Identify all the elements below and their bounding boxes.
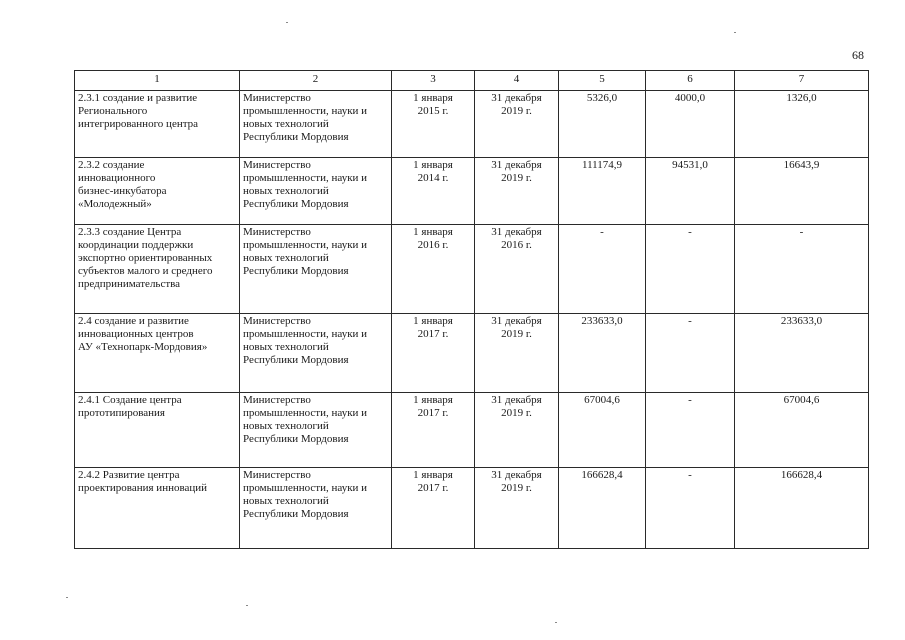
cell-end-line: 31 декабря bbox=[491, 315, 542, 327]
scan-speck bbox=[555, 622, 557, 623]
cell-org-line: Республики Мордовия bbox=[243, 131, 349, 143]
cell-org-line: новых технологий bbox=[243, 341, 329, 353]
scan-speck bbox=[286, 22, 288, 23]
table-row bbox=[75, 468, 869, 549]
header-col-4: 4 bbox=[475, 71, 559, 91]
cell-end-line: 31 декабря bbox=[491, 92, 542, 104]
cell-name bbox=[75, 468, 240, 549]
cell-start-line: 2017 г. bbox=[417, 328, 449, 340]
cell-start bbox=[392, 393, 475, 468]
cell-start-line: 2017 г. bbox=[417, 482, 449, 494]
table-body bbox=[75, 91, 869, 549]
cell-org-line: промышленности, науки и bbox=[243, 407, 368, 419]
cell-name-line: АУ «Технопарк-Мордовия» bbox=[78, 341, 208, 353]
cell-org-line: новых технологий bbox=[243, 118, 329, 130]
cell-name bbox=[75, 158, 240, 225]
cell-end-line: 2019 г. bbox=[501, 407, 532, 419]
cell-name-line: 2.3.2 создание bbox=[78, 159, 145, 171]
cell-c7: 1326,0 bbox=[735, 91, 869, 158]
cell-org bbox=[240, 158, 392, 225]
cell-org bbox=[240, 393, 392, 468]
cell-name bbox=[75, 91, 240, 158]
cell-start bbox=[392, 91, 475, 158]
cell-end-line: 31 декабря bbox=[491, 469, 542, 481]
cell-name-line: Регионального bbox=[78, 105, 148, 117]
cell-org-line: Республики Мордовия bbox=[243, 198, 349, 210]
header-col-6: 6 bbox=[646, 71, 735, 91]
cell-name-line: 2.4.2 Развитие центра bbox=[78, 469, 180, 481]
cell-end bbox=[475, 91, 559, 158]
cell-c5: 5326,0 bbox=[559, 91, 646, 158]
cell-name-line: инновационных центров bbox=[78, 328, 194, 340]
cell-end-line: 2016 г. bbox=[501, 239, 532, 251]
cell-org-line: новых технологий bbox=[243, 185, 329, 197]
cell-c5: 67004,6 bbox=[559, 393, 646, 468]
scan-speck bbox=[66, 597, 68, 598]
header-col-5: 5 bbox=[559, 71, 646, 91]
scan-speck bbox=[246, 605, 248, 606]
cell-org-line: промышленности, науки и bbox=[243, 328, 368, 340]
cell-c6: - bbox=[646, 393, 735, 468]
cell-org-line: Министерство bbox=[243, 394, 311, 406]
cell-start-line: 2015 г. bbox=[417, 105, 449, 117]
cell-org-line: Министерство bbox=[243, 469, 311, 481]
cell-name-line: прототипирования bbox=[78, 407, 165, 419]
cell-start bbox=[392, 468, 475, 549]
cell-org-line: промышленности, науки и bbox=[243, 482, 368, 494]
cell-start-line: 1 января bbox=[413, 226, 453, 238]
cell-org-line: Республики Мордовия bbox=[243, 354, 349, 366]
cell-end bbox=[475, 225, 559, 314]
cell-c7: 67004,6 bbox=[735, 393, 869, 468]
cell-c6: - bbox=[646, 314, 735, 393]
cell-c6: - bbox=[646, 225, 735, 314]
cell-c6: - bbox=[646, 468, 735, 549]
cell-end-line: 2019 г. bbox=[501, 328, 532, 340]
cell-start-line: 2016 г. bbox=[417, 239, 449, 251]
cell-c6: 4000,0 bbox=[646, 91, 735, 158]
cell-name-line: координации поддержки bbox=[78, 239, 194, 251]
cell-name-line: проектирования инноваций bbox=[78, 482, 208, 494]
cell-end-line: 2019 г. bbox=[501, 105, 532, 117]
cell-end-line: 31 декабря bbox=[491, 226, 542, 238]
cell-name-line: предпринимательства bbox=[78, 278, 181, 290]
header-col-2: 2 bbox=[240, 71, 392, 91]
cell-end bbox=[475, 314, 559, 393]
table-row bbox=[75, 314, 869, 393]
page-number: 68 bbox=[852, 48, 864, 62]
header-col-3: 3 bbox=[392, 71, 475, 91]
cell-org-line: промышленности, науки и bbox=[243, 105, 368, 117]
cell-end bbox=[475, 158, 559, 225]
cell-c6: 94531,0 bbox=[646, 158, 735, 225]
cell-org-line: Министерство bbox=[243, 315, 311, 327]
cell-end bbox=[475, 468, 559, 549]
cell-c5: - bbox=[559, 225, 646, 314]
header-col-7: 7 bbox=[735, 71, 869, 91]
cell-org-line: Министерство bbox=[243, 159, 311, 171]
cell-name-line: интегрированного центра bbox=[78, 118, 199, 130]
table-row bbox=[75, 393, 869, 468]
cell-name-line: инновационного bbox=[78, 172, 156, 184]
cell-name-line: 2.3.1 создание и развитие bbox=[78, 92, 198, 104]
cell-end bbox=[475, 393, 559, 468]
cell-end-line: 31 декабря bbox=[491, 159, 542, 171]
cell-org bbox=[240, 468, 392, 549]
cell-start bbox=[392, 158, 475, 225]
cell-org-line: Министерство bbox=[243, 92, 311, 104]
cell-org-line: промышленности, науки и bbox=[243, 239, 368, 251]
cell-name-line: субъектов малого и среднего bbox=[78, 265, 213, 277]
cell-name-line: 2.4 создание и развитие bbox=[78, 315, 189, 327]
cell-name bbox=[75, 225, 240, 314]
header-row bbox=[75, 71, 869, 91]
cell-c7: 166628,4 bbox=[735, 468, 869, 549]
cell-c5: 233633,0 bbox=[559, 314, 646, 393]
cell-org bbox=[240, 314, 392, 393]
cell-start bbox=[392, 314, 475, 393]
cell-org-line: новых технологий bbox=[243, 420, 329, 432]
cell-org-line: Министерство bbox=[243, 226, 311, 238]
cell-name-line: бизнес-инкубатора bbox=[78, 185, 167, 197]
cell-name-line: 2.4.1 Создание центра bbox=[78, 394, 182, 406]
cell-name-line: экспортно ориентированных bbox=[78, 252, 213, 264]
cell-c7: - bbox=[735, 225, 869, 314]
cell-org-line: Республики Мордовия bbox=[243, 508, 349, 520]
cell-c5: 166628,4 bbox=[559, 468, 646, 549]
cell-org bbox=[240, 225, 392, 314]
cell-start-line: 2017 г. bbox=[417, 407, 449, 419]
cell-org-line: новых технологий bbox=[243, 252, 329, 264]
header-col-1: 1 bbox=[75, 71, 240, 91]
cell-name bbox=[75, 393, 240, 468]
cell-c7: 16643,9 bbox=[735, 158, 869, 225]
cell-c7: 233633,0 bbox=[735, 314, 869, 393]
cell-start-line: 1 января bbox=[413, 394, 453, 406]
cell-start-line: 2014 г. bbox=[417, 172, 449, 184]
cell-end-line: 2019 г. bbox=[501, 482, 532, 494]
cell-end-line: 2019 г. bbox=[501, 172, 532, 184]
cell-org-line: новых технологий bbox=[243, 495, 329, 507]
cell-name bbox=[75, 314, 240, 393]
cell-name-line: 2.3.3 создание Центра bbox=[78, 226, 182, 238]
cell-start-line: 1 января bbox=[413, 92, 453, 104]
program-table bbox=[74, 70, 869, 549]
cell-org bbox=[240, 91, 392, 158]
table-row bbox=[75, 91, 869, 158]
cell-end-line: 31 декабря bbox=[491, 394, 542, 406]
cell-name-line: «Молодежный» bbox=[78, 198, 152, 210]
cell-start-line: 1 января bbox=[413, 469, 453, 481]
cell-org-line: Республики Мордовия bbox=[243, 265, 349, 277]
scan-speck bbox=[734, 32, 736, 33]
cell-start-line: 1 января bbox=[413, 315, 453, 327]
cell-org-line: Республики Мордовия bbox=[243, 433, 349, 445]
cell-c5: 111174,9 bbox=[559, 158, 646, 225]
cell-start-line: 1 января bbox=[413, 159, 453, 171]
cell-org-line: промышленности, науки и bbox=[243, 172, 368, 184]
table-row bbox=[75, 158, 869, 225]
cell-start bbox=[392, 225, 475, 314]
table-row bbox=[75, 225, 869, 314]
